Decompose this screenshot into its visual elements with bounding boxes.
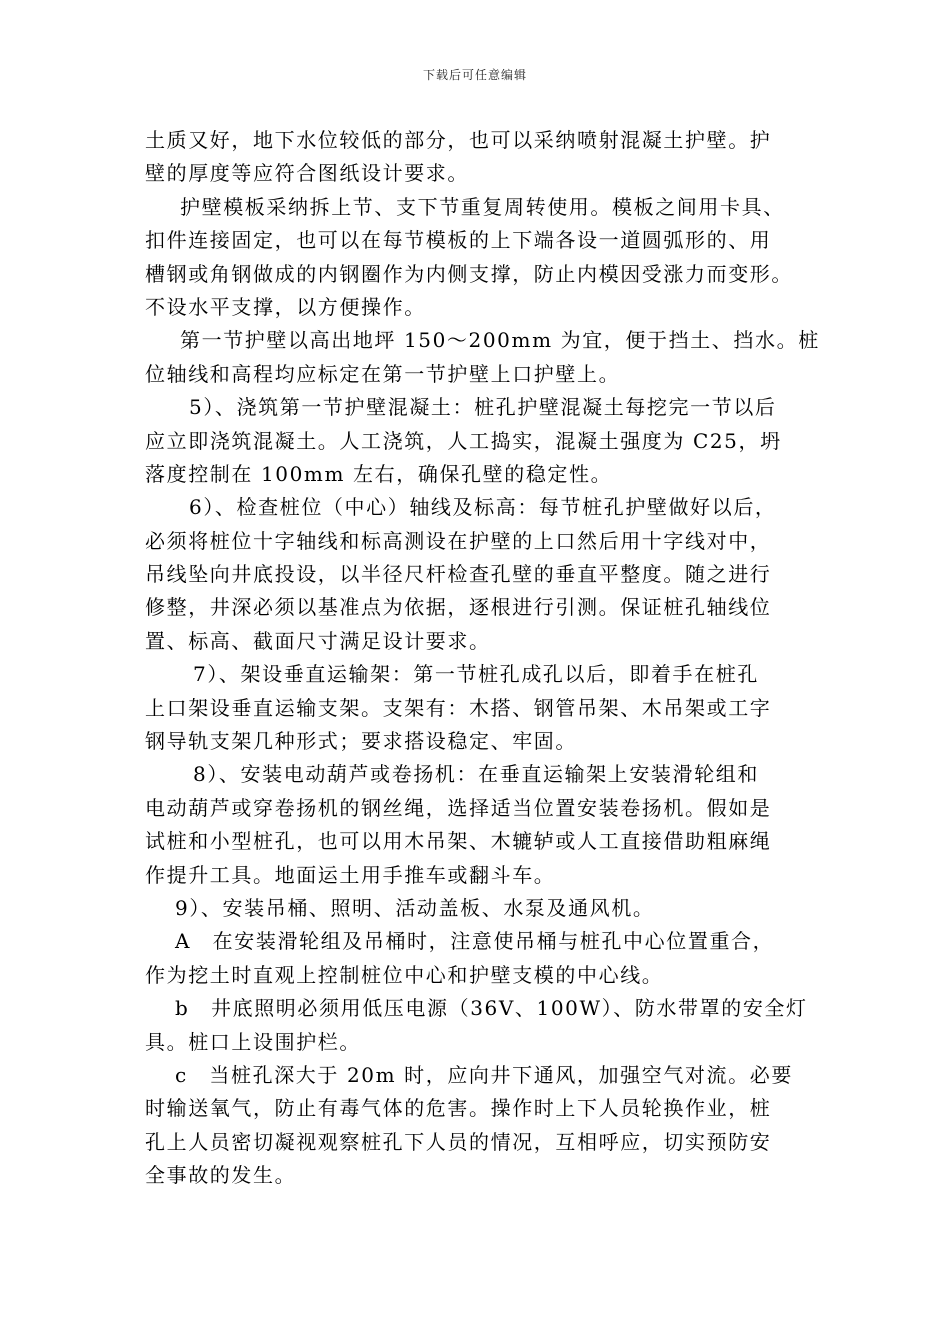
page-header-note: 下载后可任意编辑 bbox=[422, 68, 527, 82]
text-line: 必须将桩位十字轴线和标高测设在护壁的上口然后用十字线对中， bbox=[145, 528, 772, 553]
text-line: 电动葫芦或穿卷扬机的钢丝绳，选择适当位置安装卷扬机。假如是 bbox=[145, 795, 772, 820]
text-line: 7）、架设垂直运输架：第一节桩孔成孔以后，即着手在桩孔 bbox=[193, 662, 759, 687]
text-line: A 在安装滑轮组及吊桶时，注意使吊桶与桩孔中心位置重合， bbox=[175, 929, 775, 954]
document-body bbox=[145, 124, 825, 1193]
text-line: 护壁模板采纳拆上节、支下节重复周转使用。模板之间用卡具、 bbox=[180, 194, 785, 219]
text-line: 孔上人员密切凝视观察桩孔下人员的情况，互相呼应，切实预防安 bbox=[145, 1129, 772, 1154]
text-line: b 井底照明必须用低压电源（36V、100W）、防水带罩的安全灯 bbox=[175, 996, 808, 1021]
text-line: 9）、安装吊桶、照明、活动盖板、水泵及通风机。 bbox=[175, 895, 655, 920]
text-line: 扣件连接固定，也可以在每节模板的上下端各设一道圆弧形的、用 bbox=[145, 228, 772, 253]
text-line: 修整，井深必须以基准点为依据，逐根进行引测。保证桩孔轴线位 bbox=[145, 595, 772, 620]
text-line: 钢导轨支架几种形式；要求搭设稳定、牢固。 bbox=[145, 729, 577, 754]
text-line: 全事故的发生。 bbox=[145, 1163, 297, 1188]
text-line: 位轴线和高程均应标定在第一节护壁上口护壁上。 bbox=[145, 361, 621, 386]
text-line: 槽钢或角钢做成的内钢圈作为内侧支撑，防止内模因受涨力而变形。 bbox=[145, 261, 793, 286]
text-line: c 当桩孔深大于 20m 时，应向井下通风，加强空气对流。必要 bbox=[175, 1062, 793, 1087]
text-line: 作为挖土时直观上控制桩位中心和护壁支模的中心线。 bbox=[145, 962, 664, 987]
text-line: 应立即浇筑混凝土。人工浇筑，人工捣实，混凝土强度为 C25，坍 bbox=[145, 428, 782, 453]
text-line: 试桩和小型桩孔，也可以用木吊架、木辘轳或人工直接借助粗麻绳 bbox=[145, 829, 772, 854]
text-line: 时输送氧气，防止有毒气体的危害。操作时上下人员轮换作业，桩 bbox=[145, 1096, 772, 1121]
text-line: 置、标高、截面尺寸满足设计要求。 bbox=[145, 628, 491, 653]
text-line: 土质又好，地下水位较低的部分，也可以采纳喷射混凝土护壁。护 bbox=[145, 128, 772, 152]
text-line: 第一节护壁以高出地坪 150～200mm 为宜，便于挡土、挡水。桩 bbox=[180, 328, 820, 353]
text-line: 6）、检查桩位（中心）轴线及标高：每节桩孔护壁做好以后， bbox=[189, 495, 777, 520]
text-line: 壁的厚度等应符合图纸设计要求。 bbox=[145, 161, 469, 186]
text-line: 上口架设垂直运输支架。支架有：木搭、钢管吊架、木吊架或工字 bbox=[145, 695, 772, 720]
text-line: 不设水平支撑，以方便操作。 bbox=[145, 294, 426, 319]
text-line: 8）、安装电动葫芦或卷扬机：在垂直运输架上安装滑轮组和 bbox=[193, 762, 759, 787]
text-line: 吊线坠向井底投设，以半径尺杆检查孔壁的垂直平整度。随之进行 bbox=[145, 562, 772, 587]
text-line: 具。桩口上设围护栏。 bbox=[145, 1029, 361, 1054]
text-line: 5）、浇筑第一节护壁混凝土：桩孔护壁混凝土每挖完一节以后 bbox=[189, 395, 777, 420]
text-line: 作提升工具。地面运土用手推车或翻斗车。 bbox=[145, 862, 556, 887]
text-line: 落度控制在 100mm 左右，确保孔壁的稳定性。 bbox=[145, 461, 613, 486]
